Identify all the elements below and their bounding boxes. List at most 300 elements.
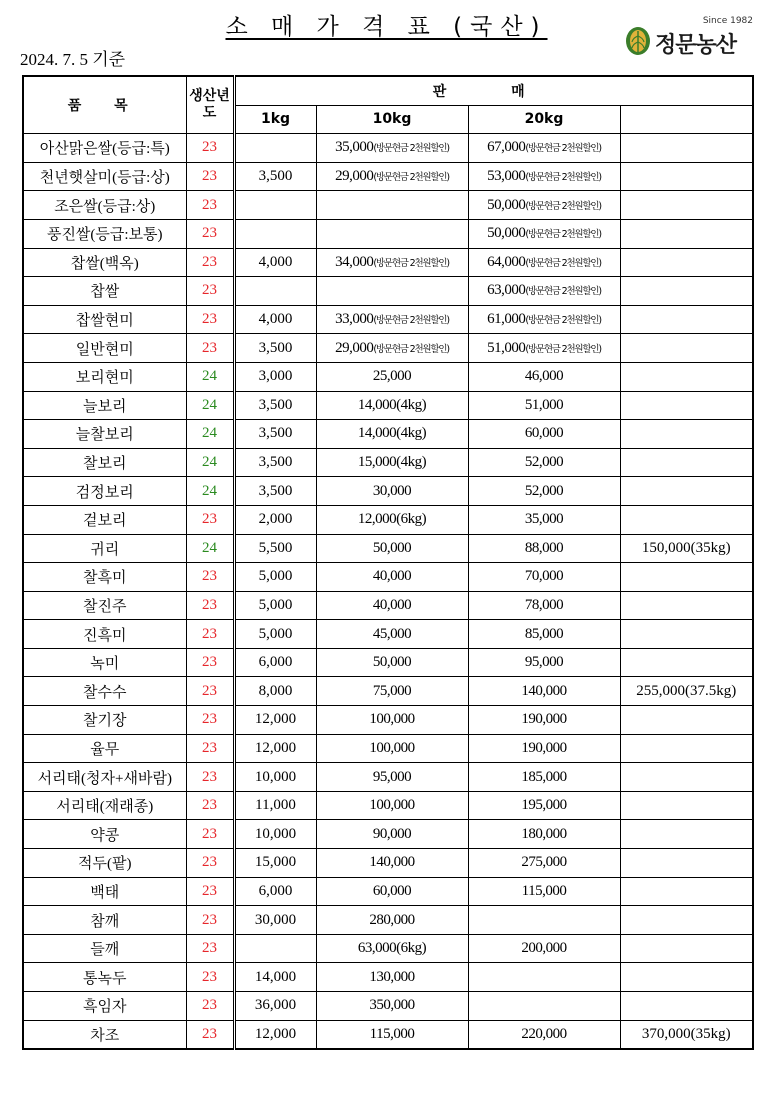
price-1kg: 6,000 [258, 882, 293, 899]
item-name: 아산맑은쌀(등급:특) [39, 141, 170, 158]
item-name-cell [23, 248, 186, 277]
production-year-cell [186, 1020, 234, 1049]
price-1kg: 15,000 [254, 854, 297, 871]
price-1kg-cell [234, 963, 316, 992]
production-year: 23 [202, 825, 217, 842]
production-year-cell [186, 677, 234, 706]
production-year-cell [186, 906, 234, 935]
item-name: 늘보리 [83, 398, 127, 415]
discount-note: (방문현금 2천원할인) [525, 200, 601, 212]
price-10kg-cell [316, 362, 468, 391]
price-1kg: 10,000 [254, 768, 297, 785]
production-year: 23 [202, 739, 217, 756]
price-20kg: 78,000 [524, 596, 564, 613]
price-1kg: 5,000 [258, 625, 293, 642]
table-row [23, 648, 753, 677]
discount-note: (방문현금 2천원할인) [373, 172, 449, 184]
price-20kg: 52,000 [524, 454, 564, 471]
price-10kg-cell [316, 191, 468, 220]
price-1kg: 6,000 [258, 654, 293, 671]
price-20kg: 275,000 [521, 854, 567, 871]
table-row [23, 1020, 753, 1049]
price-extra-cell [620, 734, 753, 763]
price-10kg-cell [316, 534, 468, 563]
item-name-cell [23, 906, 186, 935]
production-year: 23 [202, 511, 217, 528]
price-20kg: 115,000 [521, 882, 567, 899]
price-20kg: 190,000 [521, 711, 567, 728]
item-name: 들깨 [90, 942, 120, 959]
production-year: 24 [202, 368, 217, 385]
production-year-cell [186, 706, 234, 735]
production-year-cell [186, 134, 234, 163]
item-name-cell [23, 219, 186, 248]
price-extra: 370,000(35kg) [641, 1025, 731, 1042]
price-20kg-cell [468, 677, 620, 706]
price-1kg-cell [234, 391, 316, 420]
table-row [23, 620, 753, 649]
price-20kg-cell [468, 763, 620, 792]
price-1kg: 3,500 [258, 168, 293, 185]
table-row [23, 963, 753, 992]
item-name-cell [23, 648, 186, 677]
production-year: 23 [202, 854, 217, 871]
price-10kg-cell [316, 677, 468, 706]
price-10kg: 29,000 [335, 168, 374, 185]
item-name: 찹쌀 [90, 284, 120, 301]
company-logo [625, 16, 755, 58]
price-1kg-cell [234, 134, 316, 163]
table-row [23, 134, 753, 163]
table-row [23, 448, 753, 477]
price-20kg-cell [468, 992, 620, 1021]
item-name: 서리태(재래종) [56, 799, 154, 816]
price-10kg-cell [316, 162, 468, 191]
price-20kg-cell [468, 563, 620, 592]
discount-note: (방문현금 2천원할인) [373, 143, 449, 155]
price-1kg-cell [234, 362, 316, 391]
price-20kg-cell [468, 791, 620, 820]
table-row [23, 219, 753, 248]
price-20kg-cell [468, 277, 620, 306]
price-20kg: 52,000 [524, 482, 564, 499]
item-name: 일반현미 [75, 341, 134, 358]
price-extra-cell [620, 305, 753, 334]
price-10kg-cell [316, 906, 468, 935]
header-10kg: 10kg [316, 105, 468, 134]
price-20kg-cell [468, 934, 620, 963]
price-1kg-cell [234, 305, 316, 334]
production-year-cell [186, 591, 234, 620]
price-20kg-cell [468, 906, 620, 935]
item-name: 서리태(청자+새바람) [37, 770, 172, 787]
production-year: 23 [202, 768, 217, 785]
table-row [23, 906, 753, 935]
item-name-cell [23, 877, 186, 906]
price-1kg: 3,500 [258, 339, 293, 356]
production-year-cell [186, 277, 234, 306]
price-10kg-cell [316, 734, 468, 763]
production-year: 23 [202, 168, 217, 185]
price-10kg: 63,000(6kg) [357, 940, 427, 957]
table-row [23, 791, 753, 820]
item-name: 겉보리 [83, 513, 127, 530]
price-20kg: 50,000 [487, 225, 526, 242]
production-year-cell [186, 849, 234, 878]
price-10kg: 280,000 [369, 911, 415, 928]
price-1kg: 5,000 [258, 596, 293, 613]
production-year-cell [186, 791, 234, 820]
production-year-cell [186, 934, 234, 963]
price-20kg: 180,000 [521, 825, 567, 842]
price-10kg: 130,000 [369, 968, 415, 985]
production-year-cell [186, 763, 234, 792]
price-10kg: 40,000 [372, 568, 412, 585]
price-20kg-cell [468, 505, 620, 534]
item-name-cell [23, 362, 186, 391]
price-20kg-cell [468, 191, 620, 220]
price-10kg: 50,000 [372, 539, 412, 556]
price-extra-cell [620, 277, 753, 306]
item-name-cell [23, 391, 186, 420]
price-20kg: 51,000 [524, 396, 564, 413]
item-name-cell [23, 162, 186, 191]
table-row [23, 191, 753, 220]
price-1kg: 10,000 [254, 825, 297, 842]
item-name-cell [23, 677, 186, 706]
item-name-cell [23, 563, 186, 592]
item-name: 율무 [90, 741, 120, 758]
price-1kg-cell [234, 648, 316, 677]
price-20kg: 61,000 [487, 311, 526, 328]
price-extra-cell [620, 791, 753, 820]
table-row [23, 992, 753, 1021]
production-year: 24 [202, 482, 217, 499]
price-extra-cell [620, 906, 753, 935]
price-1kg-cell [234, 677, 316, 706]
price-extra-cell [620, 620, 753, 649]
price-10kg-cell [316, 477, 468, 506]
price-20kg-cell [468, 448, 620, 477]
table-row [23, 334, 753, 363]
price-10kg: 12,000(6kg) [357, 511, 427, 528]
price-extra-cell [620, 448, 753, 477]
production-year-cell [186, 334, 234, 363]
price-20kg-cell [468, 305, 620, 334]
table-row [23, 706, 753, 735]
discount-note: (방문현금 2천원할인) [525, 172, 601, 184]
production-year: 23 [202, 682, 217, 699]
price-extra-cell [620, 849, 753, 878]
price-20kg-cell [468, 334, 620, 363]
price-10kg-cell [316, 505, 468, 534]
price-10kg: 115,000 [369, 1025, 415, 1042]
price-20kg-cell [468, 1020, 620, 1049]
price-1kg: 2,000 [258, 511, 293, 528]
price-10kg-cell [316, 448, 468, 477]
price-extra-cell [620, 477, 753, 506]
price-extra-cell [620, 820, 753, 849]
item-name: 찰보리 [83, 456, 127, 473]
price-20kg-cell [468, 248, 620, 277]
production-year: 23 [202, 196, 217, 213]
production-year: 24 [202, 539, 217, 556]
price-20kg-cell [468, 820, 620, 849]
production-year: 23 [202, 282, 217, 299]
price-extra: 255,000(37.5kg) [636, 682, 737, 699]
production-year-cell [186, 362, 234, 391]
table-row [23, 734, 753, 763]
item-name-cell [23, 505, 186, 534]
price-10kg-cell [316, 963, 468, 992]
item-name-cell [23, 134, 186, 163]
price-10kg: 100,000 [369, 797, 415, 814]
production-year: 23 [202, 139, 217, 156]
item-name: 차조 [90, 1027, 120, 1044]
price-extra-cell [620, 591, 753, 620]
price-extra-cell [620, 134, 753, 163]
table-row [23, 534, 753, 563]
price-extra: 150,000(35kg) [641, 539, 731, 556]
price-1kg-cell [234, 877, 316, 906]
discount-note: (방문현금 2천원할인) [525, 257, 601, 269]
item-name-cell [23, 849, 186, 878]
price-date: 2024. 7. 5 기준 [20, 50, 126, 69]
item-name-cell [23, 734, 186, 763]
production-year: 23 [202, 625, 217, 642]
item-name: 찰수수 [83, 684, 127, 701]
table-row [23, 677, 753, 706]
price-20kg: 88,000 [524, 539, 564, 556]
production-year-cell [186, 534, 234, 563]
logo-since-text: Since 1982 [702, 16, 753, 26]
item-name: 귀리 [90, 541, 120, 558]
price-extra-cell [620, 963, 753, 992]
price-1kg-cell [234, 591, 316, 620]
price-1kg-cell [234, 420, 316, 449]
price-table-body [23, 134, 753, 1050]
price-10kg: 15,000(4kg) [357, 454, 427, 471]
price-10kg: 34,000 [335, 253, 374, 270]
price-10kg: 14,000(4kg) [357, 425, 427, 442]
table-row [23, 420, 753, 449]
production-year: 24 [202, 425, 217, 442]
price-1kg: 11,000 [255, 797, 296, 814]
price-extra-cell [620, 219, 753, 248]
production-year-cell [186, 877, 234, 906]
production-year-cell [186, 162, 234, 191]
price-10kg-cell [316, 305, 468, 334]
price-20kg: 60,000 [524, 425, 564, 442]
price-10kg: 95,000 [372, 768, 412, 785]
production-year: 23 [202, 568, 217, 585]
item-name: 늘찰보리 [75, 427, 134, 444]
production-year: 23 [202, 1025, 217, 1042]
production-year-cell [186, 992, 234, 1021]
item-name-cell [23, 791, 186, 820]
table-row [23, 162, 753, 191]
price-20kg-cell [468, 877, 620, 906]
production-year: 23 [202, 225, 217, 242]
item-name: 찹쌀현미 [75, 313, 134, 330]
discount-note: (방문현금 2천원할인) [525, 343, 601, 355]
item-name: 적두(팥) [78, 856, 132, 873]
production-year-cell [186, 820, 234, 849]
price-1kg: 4,000 [258, 311, 293, 328]
discount-note: (방문현금 2천원할인) [525, 315, 601, 327]
price-20kg: 51,000 [487, 339, 526, 356]
price-10kg-cell [316, 648, 468, 677]
production-year: 23 [202, 711, 217, 728]
price-10kg: 100,000 [369, 739, 415, 756]
price-20kg: 46,000 [524, 368, 564, 385]
price-extra-cell [620, 877, 753, 906]
price-1kg-cell [234, 849, 316, 878]
price-table [22, 75, 754, 1050]
price-20kg-cell [468, 963, 620, 992]
logo-name: 정문농산 [655, 33, 737, 58]
price-1kg: 3,500 [258, 482, 293, 499]
production-year-cell [186, 420, 234, 449]
price-1kg: 12,000 [254, 1025, 297, 1042]
price-1kg-cell [234, 448, 316, 477]
price-10kg: 350,000 [369, 997, 415, 1014]
production-year-cell [186, 305, 234, 334]
price-10kg-cell [316, 563, 468, 592]
item-name-cell [23, 934, 186, 963]
price-1kg-cell [234, 477, 316, 506]
price-20kg: 70,000 [524, 568, 564, 585]
discount-note: (방문현금 2천원할인) [373, 343, 449, 355]
item-name-cell [23, 992, 186, 1021]
price-10kg: 90,000 [372, 825, 412, 842]
price-1kg: 8,000 [258, 682, 293, 699]
price-20kg: 85,000 [524, 625, 564, 642]
price-10kg: 140,000 [369, 854, 415, 871]
discount-note: (방문현금 2천원할인) [373, 315, 449, 327]
price-10kg-cell [316, 1020, 468, 1049]
price-1kg-cell [234, 505, 316, 534]
table-row [23, 934, 753, 963]
production-year: 23 [202, 596, 217, 613]
table-row [23, 877, 753, 906]
production-year-cell [186, 963, 234, 992]
item-name-cell [23, 820, 186, 849]
page-title: 소 매 가 격 표 (국산) [225, 14, 548, 40]
table-row [23, 277, 753, 306]
price-20kg: 53,000 [487, 168, 526, 185]
item-name: 통녹두 [83, 970, 127, 987]
price-1kg-cell [234, 791, 316, 820]
price-20kg-cell [468, 420, 620, 449]
item-name-cell [23, 763, 186, 792]
price-1kg-cell [234, 1020, 316, 1049]
header-20kg: 20kg [468, 105, 620, 134]
price-extra-cell [620, 563, 753, 592]
price-20kg-cell [468, 706, 620, 735]
price-extra-cell [620, 391, 753, 420]
table-row [23, 820, 753, 849]
item-name: 찰진주 [83, 598, 127, 615]
price-20kg: 185,000 [521, 768, 567, 785]
production-year-cell [186, 505, 234, 534]
price-1kg: 3,500 [258, 425, 293, 442]
discount-note: (방문현금 2천원할인) [373, 257, 449, 269]
price-10kg: 30,000 [372, 482, 412, 499]
table-row [23, 477, 753, 506]
item-name: 진흑미 [83, 627, 127, 644]
price-extra-cell [620, 420, 753, 449]
item-name: 백태 [90, 884, 120, 901]
item-name-cell [23, 448, 186, 477]
production-year-cell [186, 620, 234, 649]
production-year-cell [186, 448, 234, 477]
production-year: 23 [202, 797, 217, 814]
price-10kg-cell [316, 820, 468, 849]
price-1kg: 3,500 [258, 396, 293, 413]
price-1kg-cell [234, 734, 316, 763]
price-1kg-cell [234, 820, 316, 849]
price-20kg-cell [468, 477, 620, 506]
item-name-cell [23, 305, 186, 334]
table-row [23, 763, 753, 792]
price-20kg-cell [468, 734, 620, 763]
price-20kg: 67,000 [487, 139, 526, 156]
price-extra-cell [620, 248, 753, 277]
item-name-cell [23, 591, 186, 620]
price-20kg: 95,000 [524, 654, 564, 671]
price-20kg: 64,000 [487, 253, 526, 270]
price-20kg: 220,000 [521, 1025, 567, 1042]
price-10kg-cell [316, 334, 468, 363]
item-name-cell [23, 1020, 186, 1049]
item-name: 흑임자 [83, 999, 127, 1016]
price-20kg: 140,000 [521, 682, 567, 699]
price-1kg-cell [234, 162, 316, 191]
production-year: 24 [202, 454, 217, 471]
price-extra-cell [620, 334, 753, 363]
header-1kg: 1kg [234, 105, 316, 134]
price-10kg-cell [316, 248, 468, 277]
price-1kg: 14,000 [254, 968, 297, 985]
price-extra-cell [620, 706, 753, 735]
price-1kg-cell [234, 248, 316, 277]
price-10kg-cell [316, 934, 468, 963]
price-1kg: 3,500 [258, 454, 293, 471]
item-name: 참깨 [90, 913, 120, 930]
production-year: 24 [202, 396, 217, 413]
price-10kg: 50,000 [372, 654, 412, 671]
production-year-cell [186, 563, 234, 592]
table-row [23, 305, 753, 334]
price-extra-cell [620, 162, 753, 191]
discount-note: (방문현금 2천원할인) [525, 143, 601, 155]
price-10kg-cell [316, 620, 468, 649]
price-20kg: 35,000 [524, 511, 564, 528]
header-sale: 판 매 [234, 76, 753, 105]
table-row [23, 563, 753, 592]
price-10kg-cell [316, 219, 468, 248]
item-name: 찹쌀(백옥) [70, 255, 139, 272]
price-1kg: 5,000 [258, 568, 293, 585]
production-year-cell [186, 648, 234, 677]
price-20kg-cell [468, 591, 620, 620]
price-1kg-cell [234, 992, 316, 1021]
production-year-cell [186, 191, 234, 220]
item-name-cell [23, 620, 186, 649]
item-name-cell [23, 706, 186, 735]
rice-grain-icon [625, 26, 651, 56]
